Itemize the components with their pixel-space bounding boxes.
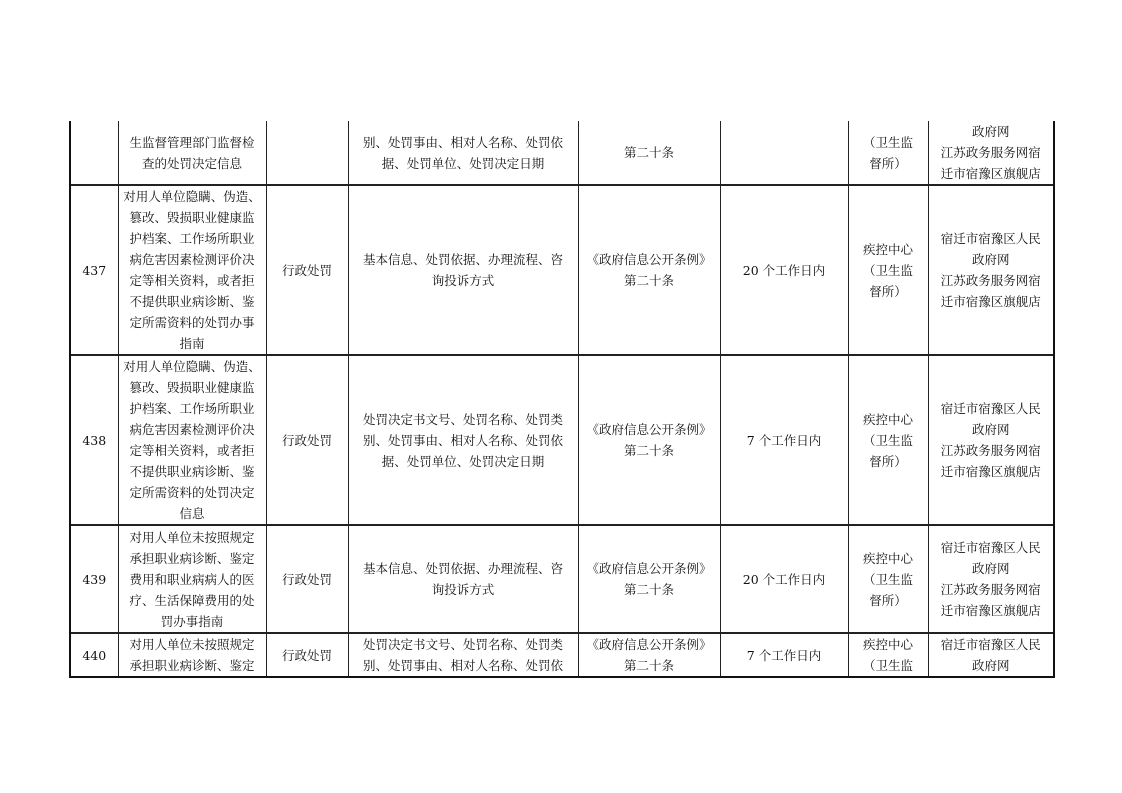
table-row bbox=[70, 355, 1054, 525]
disclosure-content: 基本信息、处罚依据、办理流程、咨 询投诉方式 bbox=[348, 525, 578, 633]
row-number: 438 bbox=[70, 355, 118, 525]
item-category: 行政处罚 bbox=[266, 633, 348, 677]
item-name: 对用人单位未按照规定 承担职业病诊断、鉴定 费用和职业病病人的医 疗、生活保障费用的处 罚办事指南 bbox=[118, 525, 266, 633]
table-row bbox=[70, 185, 1054, 355]
item-category: 行政处罚 bbox=[266, 355, 348, 525]
disclosure-subject: 疾控中心 （卫生监 督所） bbox=[848, 525, 928, 633]
item-name: 对用人单位隐瞒、伪造、 篡改、毁损职业健康监 护档案、工作场所职业 病危害因素检测评价决 定等相关资料，或者拒 不提供职业病诊断、鉴 定所需资料的处罚决定 信息 bbox=[118, 355, 266, 525]
disclosure-time: 20 个工作日内 bbox=[720, 525, 848, 633]
disclosure-subject: （卫生监 督所） bbox=[848, 121, 928, 185]
disclosure-basis: 第二十条 bbox=[578, 121, 720, 185]
disclosure-channel: 宿迁市宿豫区人民 政府网 江苏政务服务网宿 迁市宿豫区旗舰店 bbox=[928, 525, 1054, 633]
disclosure-time bbox=[720, 121, 848, 185]
disclosure-subject: 疾控中心 （卫生监 督所） bbox=[848, 185, 928, 355]
disclosure-time: 20 个工作日内 bbox=[720, 185, 848, 355]
row-number: 440 bbox=[70, 633, 118, 677]
disclosure-channel: 宿迁市宿豫区人民 政府网 江苏政务服务网宿 迁市宿豫区旗舰店 bbox=[928, 355, 1054, 525]
item-category: 行政处罚 bbox=[266, 525, 348, 633]
row-number: 439 bbox=[70, 525, 118, 633]
disclosure-basis: 《政府信息公开条例》 第二十条 bbox=[578, 185, 720, 355]
item-category: 行政处罚 bbox=[266, 185, 348, 355]
item-name: 对用人单位未按照规定 承担职业病诊断、鉴定 bbox=[118, 633, 266, 677]
disclosure-time: 7 个工作日内 bbox=[720, 355, 848, 525]
disclosure-basis: 《政府信息公开条例》 第二十条 bbox=[578, 633, 720, 677]
table-row bbox=[70, 525, 1054, 633]
disclosure-time: 7 个工作日内 bbox=[720, 633, 848, 677]
table-row bbox=[70, 121, 1054, 185]
table-row bbox=[70, 633, 1054, 677]
disclosure-channel: 政府网 江苏政务服务网宿 迁市宿豫区旗舰店 bbox=[928, 121, 1054, 185]
disclosure-content: 基本信息、处罚依据、办理流程、咨 询投诉方式 bbox=[348, 185, 578, 355]
disclosure-channel: 宿迁市宿豫区人民 政府网 江苏政务服务网宿 迁市宿豫区旗舰店 bbox=[928, 185, 1054, 355]
disclosure-basis: 《政府信息公开条例》 第二十条 bbox=[578, 355, 720, 525]
disclosure-subject: 疾控中心 （卫生监 bbox=[848, 633, 928, 677]
disclosure-subject: 疾控中心 （卫生监 督所） bbox=[848, 355, 928, 525]
disclosure-basis: 《政府信息公开条例》 第二十条 bbox=[578, 525, 720, 633]
row-number bbox=[70, 121, 118, 185]
disclosure-table bbox=[69, 121, 1055, 678]
item-category bbox=[266, 121, 348, 185]
item-name: 生监督管理部门监督检 查的处罚决定信息 bbox=[118, 121, 266, 185]
disclosure-content: 处罚决定书文号、处罚名称、处罚类 别、处罚事由、相对人名称、处罚依 据、处罚单位、处罚决定日期 bbox=[348, 355, 578, 525]
row-number: 437 bbox=[70, 185, 118, 355]
disclosure-content: 别、处罚事由、相对人名称、处罚依 据、处罚单位、处罚决定日期 bbox=[348, 121, 578, 185]
disclosure-content: 处罚决定书文号、处罚名称、处罚类 别、处罚事由、相对人名称、处罚依 bbox=[348, 633, 578, 677]
item-name: 对用人单位隐瞒、伪造、 篡改、毁损职业健康监 护档案、工作场所职业 病危害因素检测评价决 定等相关资料，或者拒 不提供职业病诊断、鉴 定所需资料的处罚办事 指南 bbox=[118, 185, 266, 355]
disclosure-channel: 宿迁市宿豫区人民 政府网 bbox=[928, 633, 1054, 677]
